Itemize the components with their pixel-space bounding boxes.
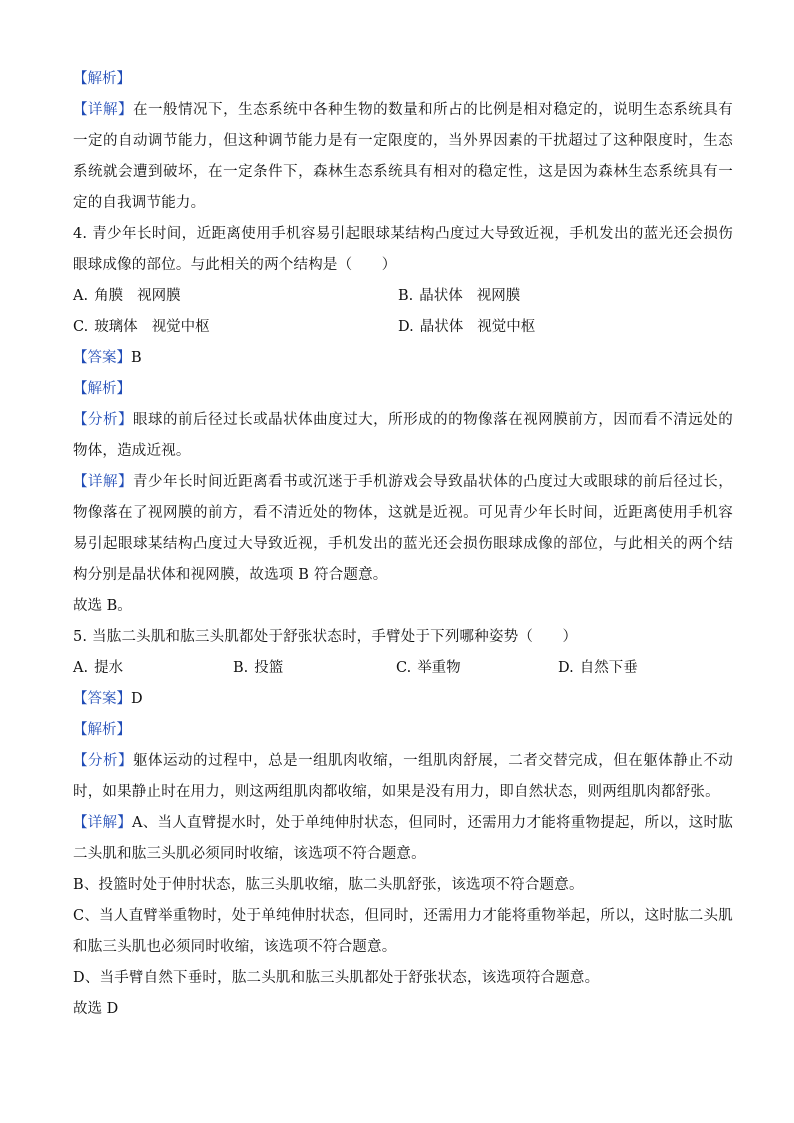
answer-line: 【答案】B [73,350,142,366]
question-4-options-row-2 [73,312,733,343]
analysis-heading: 【解析】 [73,722,131,738]
detail-d: D、当手臂自然下垂时，肱二头肌和肱三头肌都处于舒张状态，该选项符合题意。 [73,970,600,986]
detail-paragraph [73,95,733,219]
detail-tag: 【详解】 [73,102,134,118]
option-b: B. 晶状体 视网膜 [398,288,521,304]
analysis-paragraph: 【分析】眼球的前后径过长或晶状体曲度过大，所形成的的物像落在视网膜前方，因而看不清远处的物体，造成近视。 [73,412,733,459]
analysis-tag: 【解析】 [73,71,131,87]
option-d: D. 自然下垂 [558,660,638,676]
answer-line: 【答案】D [73,691,143,707]
answer-value: D [131,691,143,707]
answer-value: B [131,350,142,366]
analysis-heading: 【解析】 [73,381,131,397]
option-a: A. 角膜 视网膜 [73,288,181,304]
analysis-paragraph: 【分析】躯体运动的过程中，总是一组肌肉收缩，一组肌肉舒展，二者交替完成，但在躯体静止不动时，如果静止时在用力，则这两组肌肉都收缩，如果是没有用力，即自然状态，则两组肌肉都舒张。 [73,753,733,800]
question-4-stem: 4. 青少年长时间，近距离使用手机容易引起眼球某结构凸度过大导致近视，手机发出的蓝光还会损伤眼球成像的部位。与此相关的两个结构是（ ） [73,226,733,273]
analysis-heading [73,64,733,95]
option-c: C. 举重物 [396,660,461,676]
question-5-stem: 5. 当肱二头肌和肱三头肌都处于舒张状态时，手臂处于下列哪种姿势（ ） [73,629,578,645]
question-4-options-row-1 [73,281,733,312]
detail-paragraph: 【详解】青少年长时间近距离看书或沉迷于手机游戏会导致晶状体的凸度过大或眼球的前后径过长，物像落在了视网膜的前方，看不清近处的物体，这就是近视。可见青少年长时间，近距离使用手机容易引起眼球某结构凸度过大导致近视，手机发出的蓝光还会损伤眼球成像的部位，与此相关的两个结构分别是晶状体和视网膜，故选项 B 符合题意。 [73,474,733,583]
detail-b: B、投篮时处于伸肘状态，肱三头肌收缩，肱二头肌舒张，该选项不符合题意。 [73,877,584,893]
option-b: B. 投篮 [233,660,284,676]
detail-paragraph: 【详解】A、当人直臂提水时，处于单纯伸肘状态，但同时，还需用力才能将重物提起，所以，这时肱二头肌和肱三头肌必须同时收缩，该选项不符合题意。 [73,815,733,862]
document-page [73,64,733,1025]
question-5-options [73,653,733,684]
conclusion: 故选 D [73,1001,119,1017]
conclusion: 故选 B。 [73,598,132,614]
detail-c: C、当人直臂举重物时，处于单纯伸肘状态，但同时，还需用力才能将重物举起，所以，这时肱二头肌和肱三头肌也必须同时收缩，该选项不符合题意。 [73,908,733,955]
detail-text: 在一般情况下，生态系统中各种生物的数量和所占的比例是相对稳定的，说明生态系统具有一定的自动调节能力，但这种调节能力是有一定限度的，当外界因素的干扰超过了这种限度时，生态系统就会遭到破坏，在一定条件下，森林生态系统具有相对的稳定性，这是因为森林生态系统具有一定的自我调节能力。 [73,102,733,211]
option-c: C. 玻璃体 视觉中枢 [73,319,210,335]
option-a: A. 提水 [73,660,124,676]
option-d: D. 晶状体 视觉中枢 [398,319,536,335]
